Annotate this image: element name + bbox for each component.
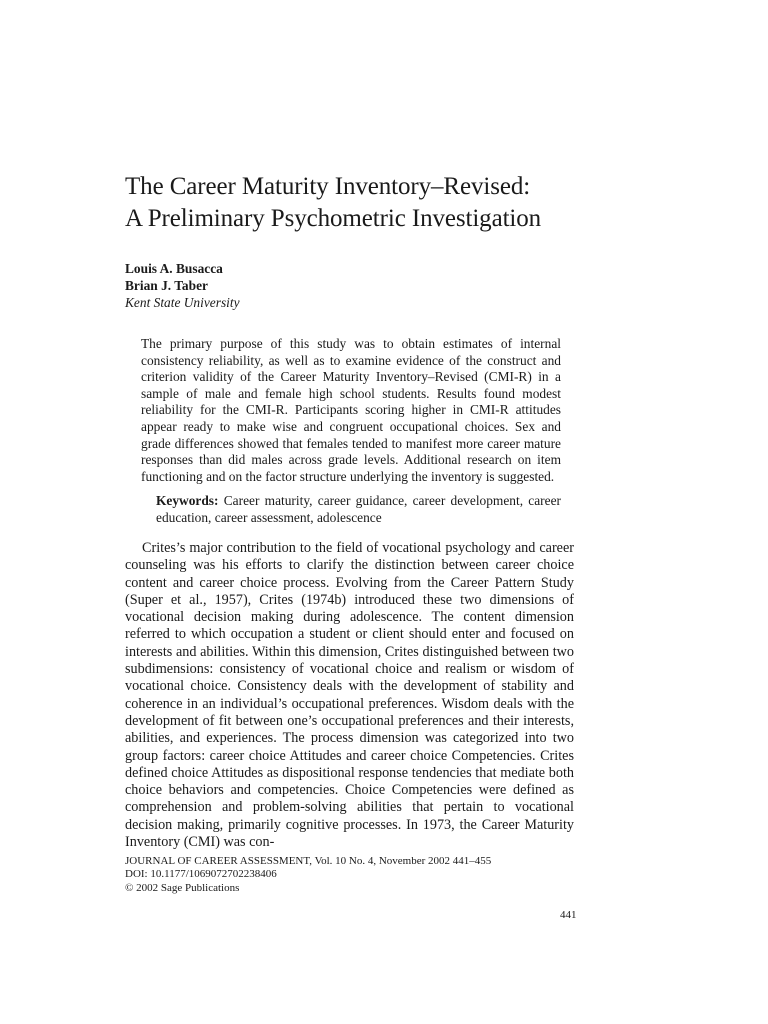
- abstract: The primary purpose of this study was to obtain estimates of internal consistency reliability, as well as to examine evidence of the construct and criterion validity of the Career Maturity Inventory–Revised (CMI-R) in a sample of male and female high school students. Results found modest reliability for the CMI-R. Participants scoring higher in CMI-R attitudes appear ready to make wise and congruent occupational choices. Sex and grade differences showed that females tended to manifest more career mature responses than did males across grade levels. Additional research on item functioning and on the factor structure underlying the inventory is suggested.: [141, 336, 561, 484]
- keywords-label: Keywords:: [156, 493, 219, 508]
- body-paragraph: Crites’s major contribution to the field of vocational psychology and career counseling was his efforts to clarify the distinction between career choice content and career choice process. Evolving from the Career Pattern Study (Super et al., 1957), Crites (1974b) introduced these two dimensions of vocational decision making during adolescence. The content dimension referred to which occupation a student or client should enter and focused on interests and abilities. Within this dimension, Crites distinguished between two subdimensions: consistency of vocational choice and realism or wisdom of vocational choice. Consistency deals with the development of stability and coherence in an individual’s occupational preferences. Wisdom deals with the development of fit between one’s occupational preferences and their interests, abilities, and experiences. The process dimension was categorized into two group factors: career choice Attitudes and career choice Competencies. Crites defined choice Attitudes as dispositional response tendencies that mediate both choice behaviors and competencies. Choice Competencies were defined as comprehension and problem-solving abilities that pertain to vocational decision making, primarily cognitive processes. In 1973, the Career Maturity Inventory (CMI) was con-: [125, 540, 574, 851]
- copyright: © 2002 Sage Publications: [125, 881, 240, 894]
- author-2: Brian J. Taber: [125, 278, 208, 293]
- author-1: Louis A. Busacca: [125, 261, 223, 276]
- keywords-text: Career maturity, career guidance, career development, career education, career assessment, adolescence: [156, 493, 561, 525]
- affiliation: Kent State University: [125, 295, 240, 310]
- page-number: 441: [560, 909, 577, 921]
- paper-title: [125, 171, 685, 235]
- journal-footer: [125, 855, 491, 895]
- journal-citation: JOURNAL OF CAREER ASSESSMENT, Vol. 10 No. 4, November 2002 441–455: [125, 855, 492, 867]
- title-line-1: The Career Maturity Inventory–Revised:: [125, 173, 531, 200]
- title-line-2: A Preliminary Psychometric Investigation: [125, 205, 542, 232]
- doi: DOI: 10.1177/1069072702238406: [125, 868, 277, 881]
- keywords: [156, 493, 561, 526]
- author-block: [125, 260, 240, 311]
